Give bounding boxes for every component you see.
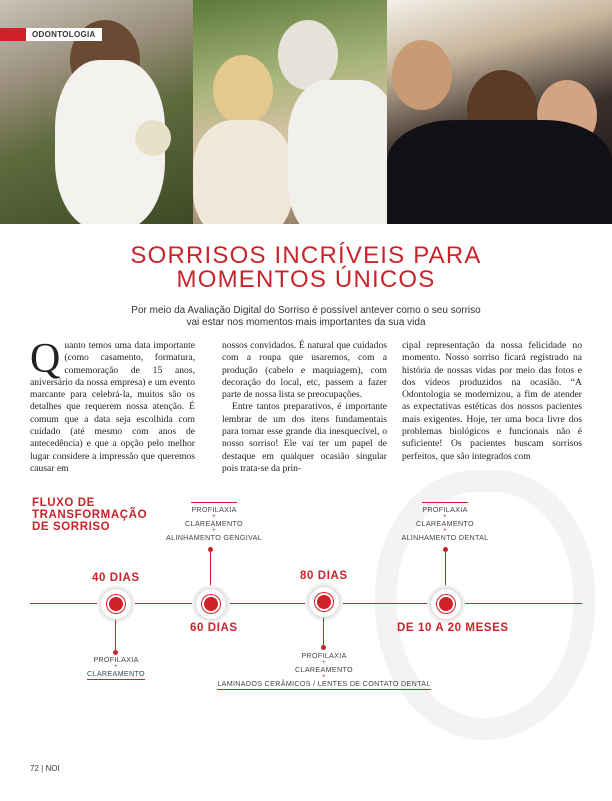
plus-separator: +: [212, 514, 216, 520]
step-3-node: [308, 586, 340, 618]
flow-title: [32, 497, 147, 533]
plus-separator: +: [443, 514, 447, 520]
article-column-2: [222, 340, 387, 475]
step-2-item-2: CLAREAMENTO: [185, 519, 243, 528]
step-1-days: 40 DIAS: [92, 572, 140, 584]
flow-title-line-3: DE SORRISO: [32, 521, 111, 533]
step-3-treatments: [214, 652, 434, 690]
plus-separator: +: [212, 528, 216, 534]
step-1-connector: [115, 620, 116, 654]
step-3-item-1: PROFILAXIA: [301, 651, 347, 660]
flow-title-line-1: FLUXO DE: [32, 497, 95, 509]
article-subtitle: [60, 305, 552, 329]
flow-title-line-2: TRANSFORMAÇÃO: [32, 509, 148, 521]
plus-separator: +: [322, 660, 326, 666]
step-3-connector: [323, 618, 324, 648]
step-1-item-2: CLAREAMENTO: [87, 669, 145, 678]
column-2-paragraph-2: Entre tantos preparativos, é importante lembrar de um dos itens fundamentais para tornar esse grande dia inesquecível, o nosso sorriso! Ele vai ter um papel de destaque em qualquer ocasião singular pois trata-se da prin-: [222, 401, 387, 474]
step-3-node-dot: [317, 595, 331, 609]
step-4-node-dot: [439, 597, 453, 611]
photo-graduates: [387, 0, 612, 224]
step-4-days: DE 10 A 20 MESES: [397, 622, 509, 634]
step-1-node-dot: [109, 597, 123, 611]
step-3-item-3: LAMINADOS CERÂMICOS / LENTES DE CONTATO DENTAL: [217, 679, 431, 688]
footer-separator: |: [41, 764, 44, 773]
step-2-connector: [210, 548, 211, 588]
magazine-name: NOI: [45, 764, 60, 773]
drop-cap: Q: [30, 336, 61, 382]
subtitle-line-2: vai estar nos momentos mais importantes da sua vida: [186, 317, 426, 328]
step-2-treatments: [155, 502, 273, 542]
step-4-item-3: ALINHAMENTO DENTAL: [401, 533, 489, 542]
step-4-connector: [445, 548, 446, 588]
step-1-node: [100, 588, 132, 620]
plus-separator: +: [114, 664, 118, 670]
step-3-item-2: CLAREAMENTO: [295, 665, 353, 674]
step-4-item-1: PROFILAXIA: [422, 502, 467, 514]
title-line-2: MOMENTOS ÚNICOS: [176, 266, 436, 293]
step-2-node: [195, 588, 227, 620]
step-3-days: 80 DIAS: [300, 570, 348, 582]
step-1-treatments: [80, 656, 152, 680]
step-1-item-1: PROFILAXIA: [93, 655, 139, 664]
step-2-node-dot: [204, 597, 218, 611]
page-footer: [30, 764, 60, 773]
plus-separator: +: [443, 528, 447, 534]
step-4-treatments: [395, 502, 495, 542]
column-3-text: cipal representação da nossa felicidade no momento. Nosso sorriso ficará registrado na história de nossas vidas por meio das fotos e dos vídeos produzidos na ocasião. “A Odontologia se modernizou, a fim de atender as expectativas estéticas dos nossos pacientes mais exigentes. Hoje, ter uma boca livre dos problemas biológicos e funcionais não é suficiente! Os pacientes buscam sorrisos perfeitos, que são integrados com: [402, 340, 582, 462]
article-title: [0, 244, 612, 292]
step-2-item-1: PROFILAXIA: [191, 502, 236, 514]
article-column-3: [402, 340, 582, 463]
article-column-1: [30, 336, 195, 475]
section-tag-label: ODONTOLOGIA: [32, 30, 96, 39]
photo-elderly-couple: [193, 0, 387, 224]
page-number: 72: [30, 764, 39, 773]
title-line-1: SORRISOS INCRÍVEIS PARA: [130, 242, 482, 269]
subtitle-line-1: Por meio da Avaliação Digital do Sorriso é possível antever como o seu sorriso: [131, 305, 481, 316]
step-4-item-2: CLAREAMENTO: [416, 519, 474, 528]
step-4-node: [430, 588, 462, 620]
column-2-paragraph-1: nossos convidados. É natural que cuidados com a roupa que usaremos, com a produção (cabelo e maquiagem), com decoração do local, etc, passem a fazer parte de nossa lista se preocupações.: [222, 340, 387, 401]
plus-separator: +: [322, 674, 326, 680]
section-tag: [0, 28, 102, 41]
step-2-days: 60 DIAS: [190, 622, 238, 634]
step-3-connector-dot: [321, 645, 326, 650]
section-tag-bar: [0, 28, 26, 41]
step-2-item-3: ALINHAMENTO GENGIVAL: [166, 533, 262, 542]
column-1-text: uanto temos uma data importante (como casamento, formatura, comemoração de 15 anos, aniversário da nossa empresa) e um evento marcante para celebrá-la, muitos são os detalhes que requerem nossa atenção. É comum que a data seja escolhida com cuidado (até mesmo com anos de antecedência) e que a opção pelo melhor lugar considere a impressão que queremos causar em: [30, 340, 195, 474]
